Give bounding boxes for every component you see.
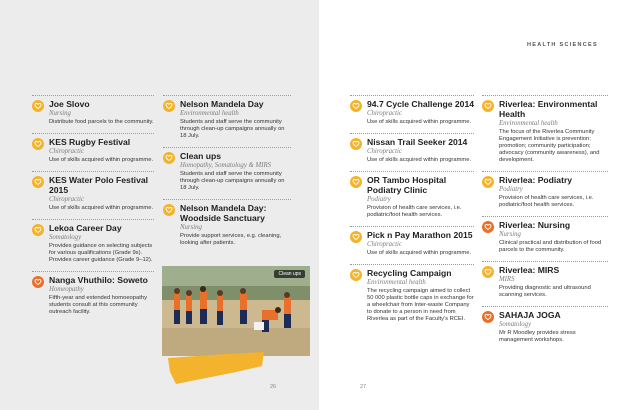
entry-title: 94.7 Cycle Challenge 2014: [367, 99, 475, 109]
entry-description: Provides guidance on selecting subjects for various qualifications (Grade 9s). Provides career guidance (Grade 9–12).: [49, 243, 153, 263]
heart-hand-icon: [32, 100, 44, 112]
decorative-brush-stroke: [166, 348, 266, 388]
heart-hand-icon: [482, 100, 494, 112]
entry-subtitle: Nursing: [49, 110, 71, 117]
heart-hand-icon: [350, 100, 362, 112]
entry-title: Nanga Vhuthilo: Soweto: [49, 275, 148, 285]
entry-subtitle: Somatology: [49, 234, 82, 241]
heart-hand-icon: [350, 231, 362, 243]
right-column-1: [350, 95, 474, 330]
heart-hand-icon: [163, 100, 175, 112]
entry-title: Riverlea: Nursing: [499, 220, 571, 230]
heart-hand-icon: [482, 266, 494, 278]
cleanup-photo: [162, 266, 310, 356]
entry-title: KES Water Polo Festival 2015: [49, 175, 149, 195]
entry-title: Joe Slovo: [49, 99, 90, 109]
entry-title: Riverlea: Podiatry: [499, 175, 573, 185]
heart-hand-icon: [163, 152, 175, 164]
entry-subtitle: Podiatry: [499, 186, 523, 193]
entry-subtitle: Nursing: [180, 224, 202, 231]
entry-subtitle: Environmental health: [367, 279, 426, 286]
entry-description: Clinical practical and distribution of food parcels to the community.: [499, 240, 602, 253]
entry-description: Use of skills acquired within programme.: [367, 250, 472, 256]
entry-title: Riverlea: MIRS: [499, 265, 560, 275]
entry-description: Students and staff serve the community through clean-up campaigns annually on 18 July.: [180, 119, 285, 139]
entry-description: Provide support services, e.g. cleaning, looking after patients.: [180, 233, 282, 246]
entry-description: Use of skills acquired within programme.: [367, 157, 472, 163]
list-item: [350, 226, 474, 257]
heart-hand-icon: [350, 269, 362, 281]
entry-subtitle: Podiatry: [367, 196, 391, 203]
list-item: [482, 95, 608, 164]
section-header: HEALTH SCIENCES: [526, 42, 598, 48]
heart-hand-icon: [350, 176, 362, 188]
list-item: [350, 133, 474, 164]
list-item: [482, 261, 608, 299]
list-item: [482, 216, 608, 254]
entry-title: Nelson Mandela Day: [180, 99, 264, 109]
entry-description: Use of skills acquired within programme.: [367, 119, 472, 125]
heart-hand-icon: [32, 276, 44, 288]
list-item: [350, 171, 474, 219]
list-item: [350, 95, 474, 126]
list-item: [32, 95, 154, 126]
entry-title: Recycling Campaign: [367, 268, 452, 278]
page-number-left: 26: [270, 384, 277, 390]
entry-subtitle: Homeopathy: [49, 286, 84, 293]
list-item: [32, 271, 154, 316]
list-item: [482, 306, 608, 344]
entry-description: Mr R Moodley provides stress management workshops.: [499, 330, 576, 343]
entry-title: Nissan Trail Seeker 2014: [367, 137, 468, 147]
entry-description: The recycling campaign aimed to collect 50 000 plastic bottle caps in exchange for a wheelchair from Inter-waste Company to donate to a person in need from Riverlea as part of the Faculty's RCEI.: [367, 288, 474, 322]
entry-description: The focus of the Riverlea Community Engagement Initiative is prevention; promotion; community participation; advocacy (community awareness), and development.: [499, 129, 600, 163]
left-column-2: [163, 95, 291, 254]
entry-description: Use of skills acquired within programme.: [49, 157, 154, 163]
entry-title: Clean ups: [180, 151, 222, 161]
right-column-2: [482, 95, 608, 351]
entry-title: SAHAJA JOGA: [499, 310, 561, 320]
entry-description: Providing diagnostic and ultrasound scanning services.: [499, 285, 591, 298]
entry-description: Distribute food parcels to the community.: [49, 119, 154, 125]
entry-subtitle: Homopathy, Somatology & MIRS: [180, 162, 271, 169]
heart-hand-icon: [482, 176, 494, 188]
entry-description: Provision of health care services, i.e. podiatric/foot health services.: [367, 205, 462, 218]
entry-description: Students and staff serve the community through clean-up campaigns annually on 18 July.: [180, 171, 285, 191]
list-item: [32, 171, 154, 212]
cleanup-photo-illustration: [162, 266, 310, 356]
left-column-1: [32, 95, 154, 323]
entry-description: Fifth-year and extended homoeopathy students consult at this community outreach facility.: [49, 295, 147, 315]
entry-subtitle: Chiropractic: [367, 110, 402, 117]
entry-title: Lekoa Career Day: [49, 223, 122, 233]
heart-hand-icon: [482, 221, 494, 233]
heart-hand-icon: [163, 204, 175, 216]
list-item: [163, 199, 291, 247]
list-item: [163, 95, 291, 140]
list-item: [482, 171, 608, 209]
heart-hand-icon: [32, 224, 44, 236]
entry-description: Provision of health care services, i.e. podiatric/foot health services.: [499, 195, 594, 208]
list-item: [350, 264, 474, 323]
entry-title: OR Tambo Hospital Podiatry Clinic: [367, 175, 447, 195]
entry-title: Riverlea: Environmental Health: [499, 99, 598, 119]
heart-hand-icon: [32, 176, 44, 188]
heart-hand-icon: [350, 138, 362, 150]
entry-subtitle: Somatology: [499, 321, 532, 328]
entry-subtitle: Chiropractic: [367, 148, 402, 155]
entry-title: Pick n Pay Marathon 2015: [367, 230, 473, 240]
heart-hand-icon: [32, 138, 44, 150]
list-item: [32, 133, 154, 164]
entry-subtitle: Nursing: [499, 231, 521, 238]
entry-subtitle: MIRS: [499, 276, 515, 283]
photo-caption: Clean ups: [274, 270, 305, 278]
entry-title: Nelson Mandela Day: Woodside Sanctuary: [180, 203, 267, 223]
entry-title: KES Rugby Festival: [49, 137, 131, 147]
heart-hand-icon: [482, 311, 494, 323]
list-item: [163, 147, 291, 192]
page-number-right: 27: [360, 384, 367, 390]
entry-description: Use of skills acquired within programme.: [49, 205, 154, 211]
entry-subtitle: Chiropractic: [49, 148, 84, 155]
entry-subtitle: Chiropractic: [367, 241, 402, 248]
entry-subtitle: Environmental health: [180, 110, 239, 117]
entry-subtitle: Environmental health: [499, 120, 558, 127]
entry-subtitle: Chiropractic: [49, 196, 84, 203]
list-item: [32, 219, 154, 264]
